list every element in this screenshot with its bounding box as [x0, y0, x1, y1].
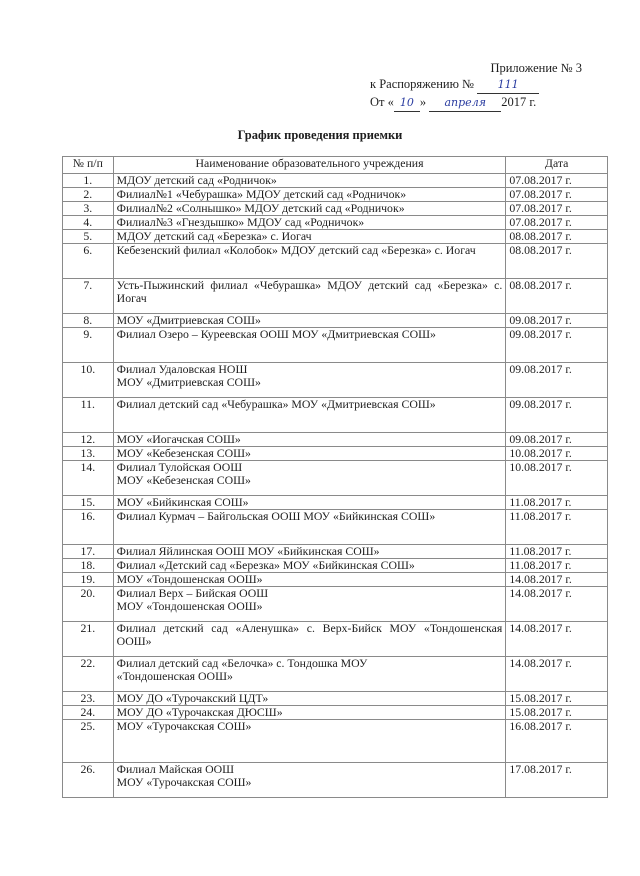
institution-name: МОУ ДО «Турочакский ЦДТ»: [113, 692, 506, 706]
row-number: 16.: [63, 510, 114, 545]
institution-name: [113, 587, 506, 622]
institution-name-line-2: МОУ «Дмитриевская СОШ»: [116, 375, 261, 389]
institution-name: МОУ «Тондошенская ООШ»: [113, 573, 506, 587]
table-row: [63, 202, 608, 216]
inspection-date: 11.08.2017 г.: [506, 559, 608, 573]
row-number: 20.: [63, 587, 114, 622]
table-row: [63, 545, 608, 559]
inspection-date: 09.08.2017 г.: [506, 314, 608, 328]
table-row: [63, 510, 608, 545]
institution-name: [113, 363, 506, 398]
inspection-date: 16.08.2017 г.: [506, 720, 608, 763]
table-row: [63, 174, 608, 188]
table-row: [63, 763, 608, 798]
inspection-date: 07.08.2017 г.: [506, 202, 608, 216]
row-number: 9.: [63, 328, 114, 363]
institution-name: МОУ «Иогачская СОШ»: [113, 433, 506, 447]
row-number: 21.: [63, 622, 114, 657]
institution-name-line-1: Филиал Удаловская НОШ: [116, 362, 248, 376]
order-reference: [370, 76, 582, 94]
inspection-date: 10.08.2017 г.: [506, 447, 608, 461]
institution-name-line-2: МОУ «Турочакская СОШ»: [116, 775, 252, 789]
institution-name-line-1: Филиал Верх – Бийская ООШ: [116, 586, 269, 600]
table-row: [63, 230, 608, 244]
table-row: [63, 433, 608, 447]
institution-name: Филиал детский сад «Чебурашка» МОУ «Дмитриевская СОШ»: [113, 398, 506, 433]
inspection-date: 14.08.2017 г.: [506, 657, 608, 692]
column-header-date: Дата: [506, 157, 608, 174]
institution-name: Филиал детский сад «Аленушка» с. Верх-Бийск МОУ «Тондошенская ООШ»: [113, 622, 506, 657]
row-number: 11.: [63, 398, 114, 433]
row-number: 23.: [63, 692, 114, 706]
institution-name: МОУ «Кебезенская СОШ»: [113, 447, 506, 461]
table-row: [63, 622, 608, 657]
table-row: [63, 706, 608, 720]
table-row: [63, 188, 608, 202]
page-title: График проведения приемки: [237, 128, 403, 142]
document-header: [370, 60, 582, 112]
order-date: [370, 94, 582, 112]
row-number: 26.: [63, 763, 114, 798]
row-number: 14.: [63, 461, 114, 496]
institution-name-line-2: МОУ «Тондошенская ООШ»: [116, 599, 263, 613]
row-number: 3.: [63, 202, 114, 216]
institution-name: Филиал «Детский сад «Березка» МОУ «Бийкинская СОШ»: [113, 559, 506, 573]
institution-name: МОУ «Дмитриевская СОШ»: [113, 314, 506, 328]
inspection-date: 17.08.2017 г.: [506, 763, 608, 798]
institution-name: МОУ «Бийкинская СОШ»: [113, 496, 506, 510]
institution-name: Филиал Курмач – Байгольская ООШ МОУ «Бийкинская СОШ»: [113, 510, 506, 545]
inspection-date: 07.08.2017 г.: [506, 174, 608, 188]
inspection-date: 10.08.2017 г.: [506, 461, 608, 496]
institution-name: МДОУ детский сад «Березка» с. Иогач: [113, 230, 506, 244]
institution-name: [113, 461, 506, 496]
institution-name: Филиал Озеро – Куреевская ООШ МОУ «Дмитриевская СОШ»: [113, 328, 506, 363]
table-row: [63, 657, 608, 692]
inspection-date: 15.08.2017 г.: [506, 706, 608, 720]
table-header-row: [63, 157, 608, 174]
table-row: [63, 496, 608, 510]
inspection-date: 07.08.2017 г.: [506, 216, 608, 230]
row-number: 1.: [63, 174, 114, 188]
order-prefix: к Распоряжению №: [370, 77, 474, 91]
column-header-name: Наименование образовательного учреждения: [113, 157, 506, 174]
date-year: 2017 г.: [501, 95, 537, 109]
inspection-date: 11.08.2017 г.: [506, 545, 608, 559]
institution-name-line-1: Филиал Майская ООШ: [116, 762, 235, 776]
table-row: [63, 720, 608, 763]
institution-name-line-1: Филиал Тулойская ООШ: [116, 460, 243, 474]
row-number: 22.: [63, 657, 114, 692]
inspection-date: 08.08.2017 г.: [506, 244, 608, 279]
inspection-date: 11.08.2017 г.: [506, 496, 608, 510]
table-row: [63, 461, 608, 496]
row-number: 10.: [63, 363, 114, 398]
order-number: 111: [477, 77, 539, 94]
inspection-date: 08.08.2017 г.: [506, 279, 608, 314]
date-prefix: От «: [370, 95, 394, 109]
inspection-date: 15.08.2017 г.: [506, 692, 608, 706]
row-number: 5.: [63, 230, 114, 244]
institution-name: МОУ «Турочакская СОШ»: [113, 720, 506, 763]
row-number: 7.: [63, 279, 114, 314]
table-row: [63, 244, 608, 279]
institution-name: Филиал Яйлинская ООШ МОУ «Бийкинская СОШ»: [113, 545, 506, 559]
date-month: апреля: [429, 95, 501, 112]
table-row: [63, 573, 608, 587]
table-row: [63, 692, 608, 706]
institution-name-line-2: «Тондошенская ООШ»: [116, 669, 233, 683]
appendix-label: Приложение № 3: [490, 61, 582, 75]
row-number: 18.: [63, 559, 114, 573]
inspection-date: 09.08.2017 г.: [506, 433, 608, 447]
date-mid: »: [419, 95, 427, 109]
row-number: 13.: [63, 447, 114, 461]
institution-name: Филиал№2 «Солнышко» МДОУ детский сад «Родничок»: [113, 202, 506, 216]
inspection-date: 14.08.2017 г.: [506, 622, 608, 657]
row-number: 24.: [63, 706, 114, 720]
institution-name: Филиал№1 «Чебурашка» МДОУ детский сад «Родничок»: [113, 188, 506, 202]
table-row: [63, 447, 608, 461]
row-number: 6.: [63, 244, 114, 279]
row-number: 8.: [63, 314, 114, 328]
table-row: [63, 363, 608, 398]
institution-name-line-2: МОУ «Кебезенская СОШ»: [116, 473, 251, 487]
inspection-date: 07.08.2017 г.: [506, 188, 608, 202]
institution-name: Кебезенский филиал «Колобок» МДОУ детский сад «Березка» с. Иогач: [113, 244, 506, 279]
institution-name: [113, 763, 506, 798]
column-header-number: № п/п: [63, 157, 114, 174]
inspection-date: 14.08.2017 г.: [506, 573, 608, 587]
institution-name: МОУ ДО «Турочакская ДЮСШ»: [113, 706, 506, 720]
institution-name: Филиал№3 «Гнездышко» МДОУ сад «Родничок»: [113, 216, 506, 230]
row-number: 19.: [63, 573, 114, 587]
row-number: 15.: [63, 496, 114, 510]
institution-name: [113, 657, 506, 692]
table-row: [63, 216, 608, 230]
row-number: 12.: [63, 433, 114, 447]
row-number: 25.: [63, 720, 114, 763]
table-row: [63, 559, 608, 573]
institution-name: МДОУ детский сад «Родничок»: [113, 174, 506, 188]
table-row: [63, 314, 608, 328]
table-row: [63, 328, 608, 363]
date-day: 10: [394, 95, 420, 112]
row-number: 4.: [63, 216, 114, 230]
table-row: [63, 587, 608, 622]
schedule-table: [62, 156, 608, 798]
inspection-date: 09.08.2017 г.: [506, 363, 608, 398]
row-number: 2.: [63, 188, 114, 202]
inspection-date: 08.08.2017 г.: [506, 230, 608, 244]
table-row: [63, 398, 608, 433]
inspection-date: 11.08.2017 г.: [506, 510, 608, 545]
table-row: [63, 279, 608, 314]
institution-name-line-1: Филиал детский сад «Белочка» с. Тондошка МОУ: [116, 656, 368, 670]
institution-name: Усть-Пыжинский филиал «Чебурашка» МДОУ детский сад «Березка» с. Иогач: [113, 279, 506, 314]
inspection-date: 09.08.2017 г.: [506, 328, 608, 363]
inspection-date: 09.08.2017 г.: [506, 398, 608, 433]
inspection-date: 14.08.2017 г.: [506, 587, 608, 622]
row-number: 17.: [63, 545, 114, 559]
